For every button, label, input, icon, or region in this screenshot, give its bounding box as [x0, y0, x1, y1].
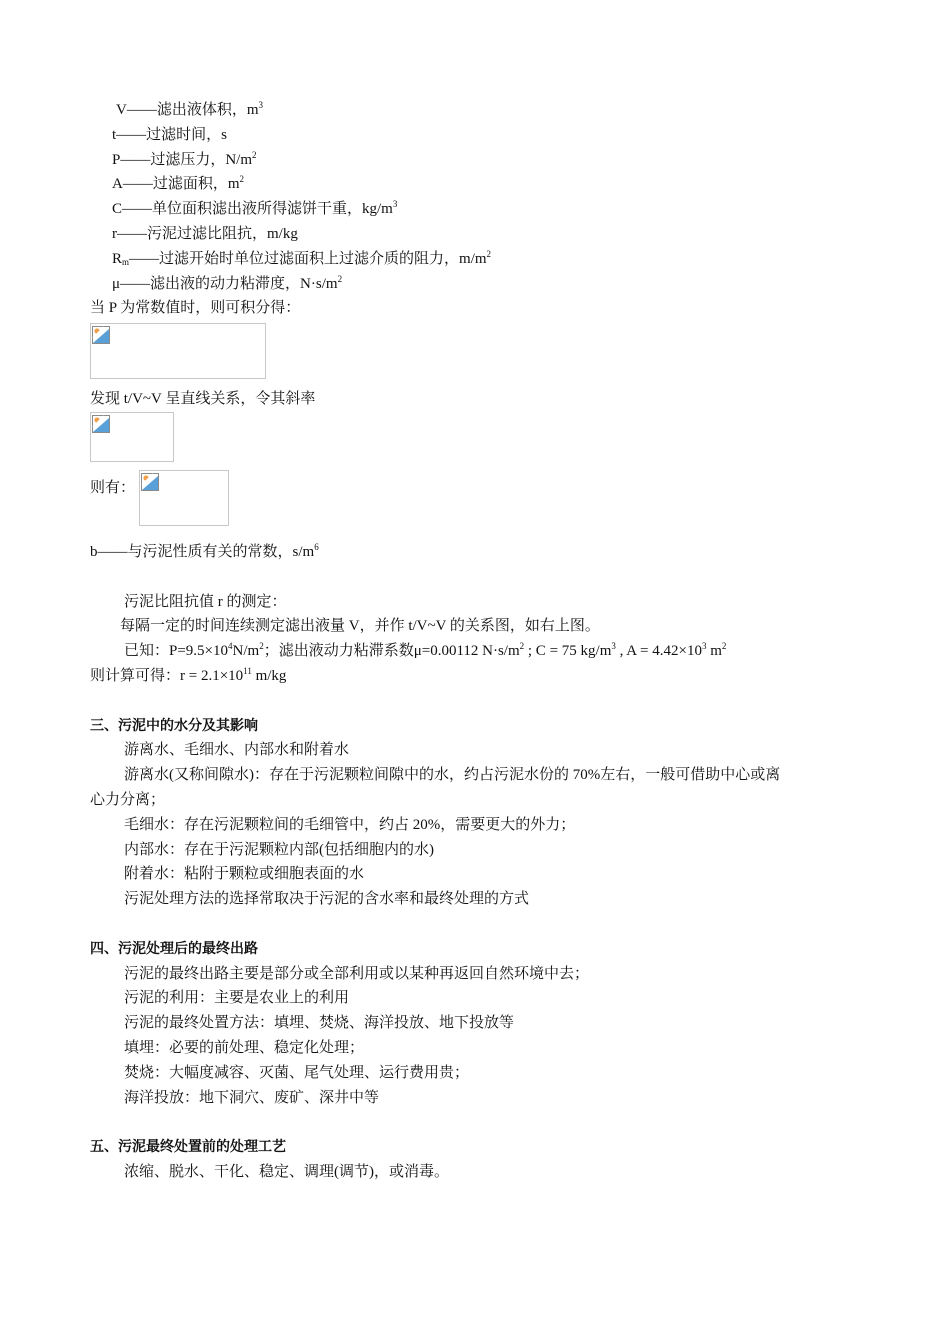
var-desc: ——过滤开始时单位过滤面积上过滤介质的阻力，m/m	[129, 250, 487, 267]
known-sup: 4	[228, 641, 233, 652]
var-unit-sup: 2	[239, 174, 245, 185]
section-5-line: 浓缩、脱水、干化、稳定、调理(调节)，或消毒。	[124, 1163, 449, 1180]
known-sup: 2	[519, 641, 525, 652]
spacer	[90, 1110, 870, 1135]
var-symbol: P	[112, 151, 121, 168]
formula-image-slope	[90, 412, 174, 462]
var-unit-sup: 2	[486, 248, 492, 259]
var-desc: ——单位面积滤出液所得滤饼干重，kg/m	[122, 201, 393, 218]
section-4-line: 焚烧：大幅度减容、灭菌、尾气处理、运行费用贵；	[124, 1064, 470, 1081]
var-symbol-sub: m	[122, 256, 130, 267]
then-text: 则有：	[90, 479, 136, 496]
var-desc: ——过滤压力，N/m	[120, 151, 253, 168]
var-symbol: t	[112, 126, 117, 143]
var-symbol: μ	[112, 275, 121, 292]
section-4-line: 污泥的最终处置方法：填埋、焚烧、海洋投放、地下投放等	[124, 1015, 515, 1032]
known-part: 已知：P=9.5×10	[124, 643, 229, 660]
result-sup: 11	[243, 665, 252, 676]
known-part: ；滤出液动力粘滞系数μ=0.00112 N·s/m	[263, 643, 520, 660]
var-desc: ——污泥过滤比阻抗，m/kg	[117, 225, 298, 242]
var-desc: ——滤出液体积，m	[126, 102, 259, 118]
known-part: m	[706, 643, 722, 660]
section-4-line: 污泥的最终出路主要是部分或全部利用或以某种再返回自然环境中去；	[124, 965, 590, 982]
formula-image-integral	[90, 323, 266, 379]
known-sup: 2	[721, 641, 727, 652]
integrate-text: 当 P 为常数值时，则可积分得：	[90, 300, 301, 317]
var-t-line	[90, 123, 870, 148]
var-desc: ——滤出液的动力粘滞度，N·s/m	[120, 275, 338, 292]
section-3-line: 心力分离；	[90, 791, 166, 808]
measure-title: 污泥比阻抗值 r 的测定：	[124, 593, 287, 610]
section-3-line: 内部水：存在于污泥颗粒内部(包括细胞内的水)	[124, 841, 434, 858]
var-c-line	[90, 197, 870, 222]
section-3-line: 毛细水：存在污泥颗粒间的毛细管中，约占 20%，需要更大的外力；	[124, 816, 576, 833]
known-part: ; C = 75 kg/m	[524, 643, 612, 660]
known-part: N/m	[232, 643, 260, 660]
spacer	[90, 912, 870, 937]
b-def-sup: 6	[314, 541, 319, 552]
document-page	[90, 98, 870, 1185]
var-r-line	[90, 222, 870, 247]
section-3-line: 游离水、毛细水、内部水和附着水	[124, 742, 350, 759]
spacer	[90, 689, 870, 714]
var-unit-sup: 3	[258, 100, 264, 110]
result-part: m/kg	[251, 667, 287, 684]
var-unit-sup: 2	[337, 273, 343, 284]
var-symbol: V	[116, 102, 127, 118]
var-unit-sup: 3	[392, 199, 398, 210]
result-part: 则计算可得：r = 2.1×10	[90, 667, 244, 684]
var-symbol: r	[112, 225, 117, 242]
known-sup: 3	[611, 641, 616, 652]
broken-image-icon	[92, 415, 110, 433]
var-symbol: R	[112, 250, 123, 267]
var-desc: ——过滤面积，m	[122, 176, 240, 193]
var-symbol: A	[112, 176, 123, 193]
section-3-line: 附着水：粘附于颗粒或细胞表面的水	[124, 866, 365, 883]
broken-image-icon	[92, 326, 110, 344]
section-3-heading: 三、污泥中的水分及其影响	[90, 717, 258, 734]
section-4-line: 污泥的利用：主要是农业上的利用	[124, 990, 350, 1007]
var-rm-line	[90, 247, 870, 272]
known-sup: 2	[259, 641, 264, 652]
measure-desc: 每隔一定的时间连续测定滤出液量 V，并作 t/V~V 的关系图，如右上图。	[120, 618, 600, 635]
spacer	[90, 565, 870, 590]
known-sup: 3	[701, 641, 707, 652]
section-4-heading: 四、污泥处理后的最终出路	[90, 940, 258, 957]
b-definition	[90, 540, 870, 565]
var-mu-line	[90, 272, 870, 297]
section-3-line: 污泥处理方法的选择常取决于污泥的含水率和最终处理的方式	[124, 891, 530, 908]
section-5-heading: 五、污泥最终处置前的处理工艺	[90, 1139, 286, 1156]
var-desc: ——过滤时间，s	[116, 126, 228, 143]
var-a-line	[90, 172, 870, 197]
section-4-line: 填埋：必要的前处理、稳定化处理；	[124, 1039, 365, 1056]
b-def-text: b——与污泥性质有关的常数，s/m	[90, 543, 315, 560]
var-p-line	[90, 148, 870, 173]
var-v-line	[90, 98, 870, 123]
section-4-line: 海洋投放：地下洞穴、废矿、深井中等	[124, 1089, 380, 1106]
slope-text: 发现 t/V~V 呈直线关系，令其斜率	[90, 391, 316, 408]
formula-image-result	[139, 470, 229, 526]
known-values	[90, 639, 870, 664]
known-part: , A = 4.42×10	[615, 643, 702, 660]
broken-image-icon	[141, 473, 159, 491]
then-row	[90, 470, 870, 526]
result-line	[90, 664, 870, 689]
var-symbol: C	[112, 201, 123, 218]
var-unit-sup: 2	[252, 149, 257, 160]
section-3-line: 游离水(又称间隙水)：存在于污泥颗粒间隙中的水，约占污泥水份的 70%左右，一般可借助中心或离	[124, 767, 781, 784]
